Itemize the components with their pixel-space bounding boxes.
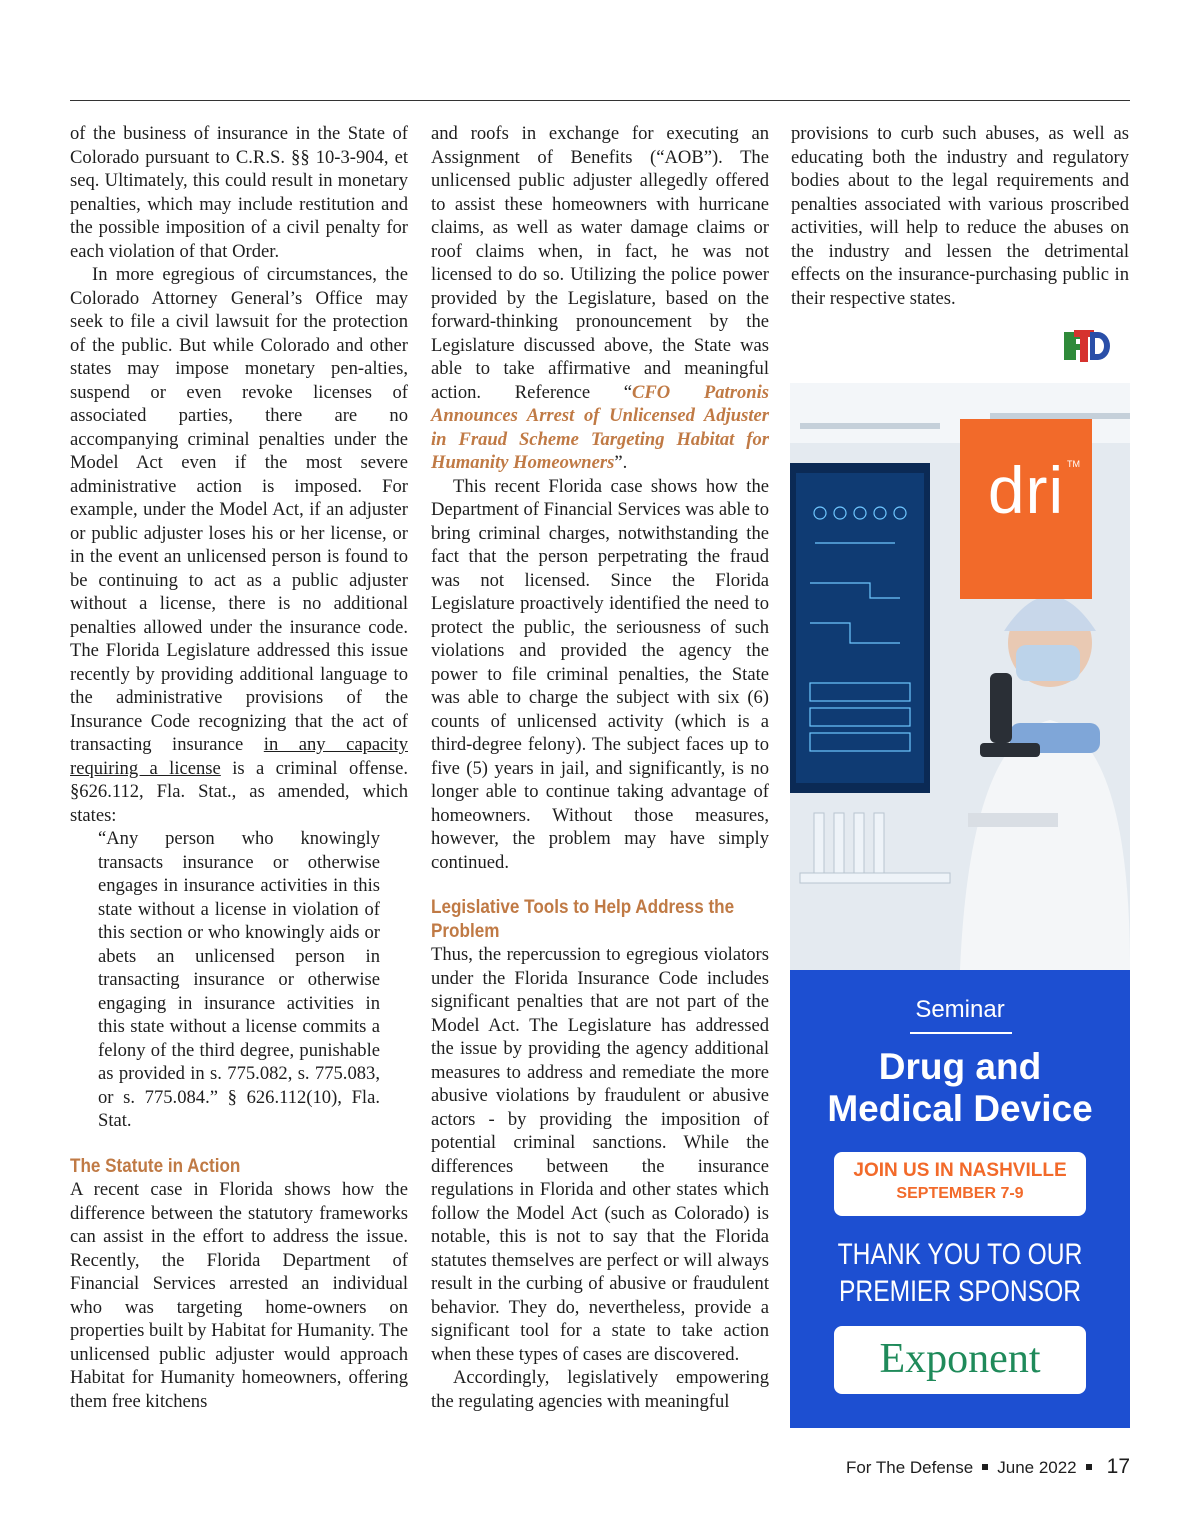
ad-sponsor-badge xyxy=(834,1326,1086,1394)
col2-paragraph-1 xyxy=(431,122,769,475)
column-3 xyxy=(791,122,1129,310)
footer-date: June 2022 xyxy=(997,1458,1077,1477)
top-rule xyxy=(70,100,1130,101)
monitor xyxy=(790,463,930,793)
col1-paragraph-1: of the business of insurance in the State of Colorado pursuant to C.R.S. §§ 10-3-904, et seq. Ultimately, this could result in monetary penalties, which may include restitution and the possible imposition of a civil penalty for each violation of that Order. xyxy=(70,123,408,262)
ad-title-line-2: Medical Device xyxy=(827,1088,1093,1129)
dri-logo xyxy=(960,419,1092,599)
dri-seminar-ad[interactable] xyxy=(790,383,1130,1428)
dri-brand-text: dri xyxy=(987,453,1065,527)
ad-thanks-line-1: THANK YOU TO OUR xyxy=(837,1238,1083,1271)
column-2 xyxy=(431,122,769,1413)
sponsor-logo-text: Exponent xyxy=(879,1336,1041,1382)
col2-p1-text: and roofs in exchange for executing an Assignment of Benefits (“AOB”). The unlicensed public adjuster allegedly offered to assist these homeowners with hurricane claims, as well as water damage claims or roof claims when, in fact, he was not licensed to do so. Utilizing the police power provided by the Legislature, based on the forward-thinking pronouncement by the Legislature discussed above, the State was able to take affirmative and meaningful action. Reference “ xyxy=(431,123,769,403)
ad-seminar-underline xyxy=(910,1032,1012,1034)
section-heading-statute: The Statute in Action xyxy=(70,1155,241,1177)
statute-quote: “Any person who knowingly transacts insurance or otherwise engages in insurance activities in this state without a license in violation of this section or who knowingly aids or abets an unlicensed person in transacting insurance or otherwise engaging in insurance activities in this state without a license commits a felony of the third degree, punishable as provided in s. 775.082, s. 775.083, or s. 775.084.” § 626.112(10), Fla. Stat. xyxy=(98,828,380,1131)
footer-separator xyxy=(982,1464,988,1470)
col1-p2-end: is a criminal offense. §626.112, Fla. Stat., as amended, which states: xyxy=(70,757,408,826)
col2-paragraph-2: This recent Florida case shows how the Department of Financial Services was able to bring criminal charges, notwithstanding the fact that the person perpetrating the fraud was not licensed. Since the Florida Legislature proactively identified the need to protect the public, the seriousness of such violations and provided the agency the power to file criminal penalties, the State was able to charge the subject with six (6) counts of unlicensed activity (which is a third-degree felony). The subject faces up to five (5) years in jail, and significantly, is no longer able to continue taking advantage of homeowners. Without those measures, however, the problem may have simply continued. xyxy=(431,475,769,873)
col1-p2-text: In more egregious of circumstances, the Colorado Attorney General’s Office may seek to file a civil lawsuit for the protection of the public. But while Colorado and other states may impose monetary pen-alties, suspend or even revoke licenses of associated parties, there are no accompanying criminal penalties under the Model Act even if the most severe administrative action is imposed. For example, under the Model Act, if an adjuster or public adjuster loses his or her license, or in the event an unlicensed person is found to be continuing to act as a public adjuster without a license, there is no additional penalties allowed under the insurance code. The Florida Legislature addressed this issue recently by providing additional language to the administrative provisions of the Insurance Code recognizing that the act of transacting insurance xyxy=(70,264,408,755)
ad-join-badge[interactable] xyxy=(834,1152,1086,1216)
column-1 xyxy=(70,122,408,1413)
col2-paragraph-4: Accordingly, legislatively empowering the regulating agencies with meaningful xyxy=(431,1367,769,1412)
ad-title-line-1: Drug and xyxy=(878,1046,1042,1087)
spacer xyxy=(70,1133,408,1155)
press-release-reference[interactable]: CFO Patronis Announces Arrest of Unlicensed Adjuster in Fraud Scheme Targeting Habitat for Humanity Homeowners xyxy=(431,381,769,473)
col2-p1-end: ”. xyxy=(614,452,628,473)
page-footer xyxy=(846,1455,1130,1479)
ad-thanks-line-2: PREMIER SPONSOR xyxy=(839,1275,1081,1308)
ftd-end-logo xyxy=(1064,330,1110,362)
col1-p2-underlined: in any capacity requiring a license xyxy=(70,734,409,779)
spacer xyxy=(431,874,769,896)
page-number: 17 xyxy=(1106,1455,1130,1478)
dri-trademark: TM xyxy=(1067,459,1080,469)
section-heading-legislative-tools: Legislative Tools to Help Address the Problem xyxy=(431,897,735,942)
ad-lab-photo xyxy=(790,383,1130,970)
footer-publication: For The Defense xyxy=(845,1458,974,1477)
ad-title xyxy=(790,1046,1130,1130)
col1-paragraph-3: A recent case in Florida shows how the difference between the statutory frameworks can assist in the effort to address the issue. Recently, the Florida Department of Financial Services arrested an individual who was targeting home-owners on properties built by Habitat for Humanity. The unlicensed public adjuster would approach Habitat for Humanity homeowners, offering them free kitchens xyxy=(70,1179,408,1412)
footer-separator xyxy=(1086,1464,1092,1470)
ad-dates: SEPTEMBER 7-9 xyxy=(896,1185,1024,1202)
col2-paragraph-3: Thus, the repercussion to egregious violators under the Florida Insurance Code includes significant penalties that are not part of the Model Act. The Legislature has addressed the issue by providing the agency additional measures to address and remediate the more abusive violations by fraudulent or abusive actors - by providing the imposition of potential criminal sanctions. While the differences between the insurance regulations in Florida and other states which follow the Model Act (such as Colorado) is notable, this is not to say that the Florida statutes themselves are perfect or will always result in the curbing of abusive or fraudulent behavior. They do, nevertheless, provide a significant tool for a state to take action when these types of cases are discovered. xyxy=(431,944,769,1365)
ad-seminar-panel xyxy=(790,970,1130,1428)
ad-seminar-label: Seminar xyxy=(915,996,1005,1023)
col1-paragraph-2 xyxy=(70,263,408,827)
ad-thanks xyxy=(821,1236,1100,1310)
col3-paragraph-1: provisions to curb such abuses, as well as educating both the industry and regulatory bodies about to the legal requirements and penalties associated with various proscribed activities, will help to reduce the abuses on the industry and lessen the detrimental effects on the insurance-purchasing public in their respective states. xyxy=(791,123,1129,309)
ad-join-text: JOIN US IN NASHVILLE xyxy=(853,1160,1067,1181)
